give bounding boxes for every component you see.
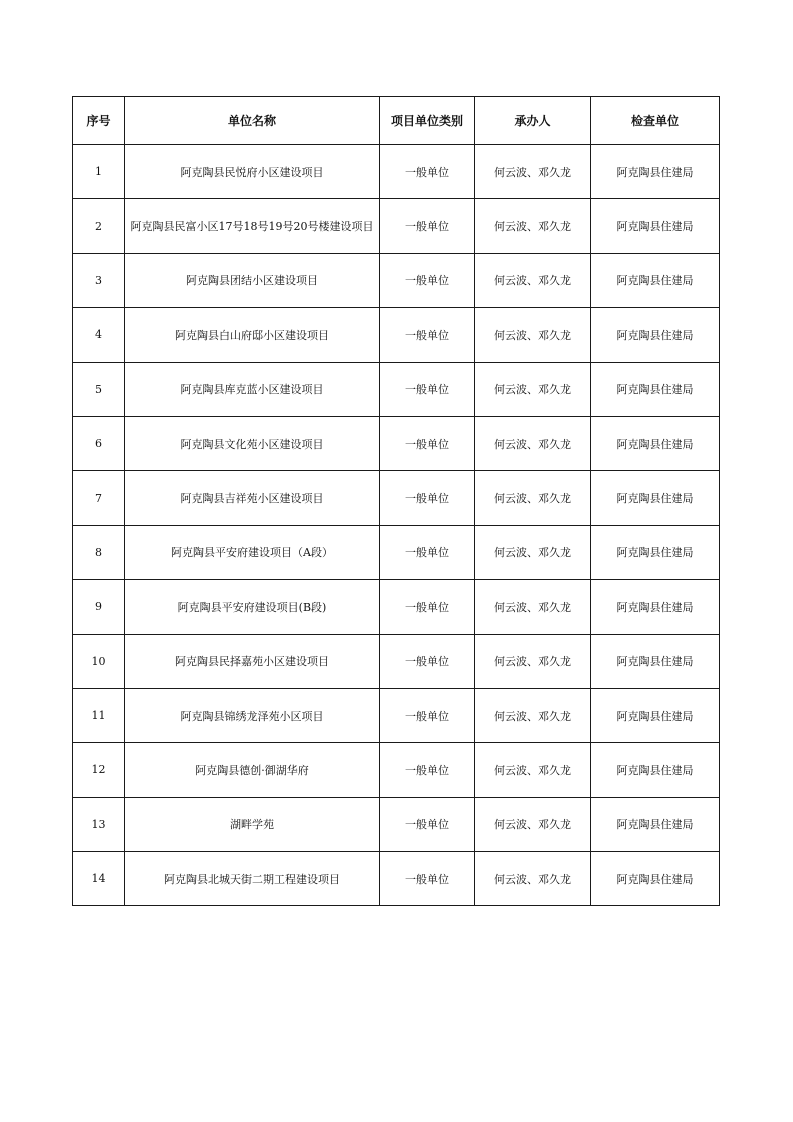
cell-handler: 何云波、邓久龙 [475,253,591,307]
inspection-table [72,96,720,906]
table-header-row [73,97,720,145]
cell-unit-type: 一般单位 [380,688,475,742]
cell-index: 3 [73,253,125,307]
cell-unit-type: 一般单位 [380,580,475,634]
cell-unit-type: 一般单位 [380,743,475,797]
table-row [73,525,720,579]
cell-inspector: 阿克陶县住建局 [591,525,720,579]
cell-index: 5 [73,362,125,416]
cell-inspector: 阿克陶县住建局 [591,362,720,416]
cell-unit-type: 一般单位 [380,471,475,525]
header-inspector: 检查单位 [591,97,720,145]
cell-inspector: 阿克陶县住建局 [591,471,720,525]
table-row [73,253,720,307]
cell-unit-name: 阿克陶县库克蓝小区建设项目 [125,362,380,416]
cell-handler: 何云波、邓久龙 [475,580,591,634]
cell-index: 6 [73,416,125,470]
cell-index: 10 [73,634,125,688]
cell-handler: 何云波、邓久龙 [475,634,591,688]
cell-index: 2 [73,199,125,253]
table-row [73,852,720,906]
cell-index: 4 [73,308,125,362]
cell-inspector: 阿克陶县住建局 [591,743,720,797]
cell-inspector: 阿克陶县住建局 [591,634,720,688]
table-row [73,362,720,416]
cell-unit-name: 阿克陶县北城天街二期工程建设项目 [125,852,380,906]
cell-handler: 何云波、邓久龙 [475,308,591,362]
cell-unit-name: 阿克陶县白山府邸小区建设项目 [125,308,380,362]
cell-unit-type: 一般单位 [380,416,475,470]
cell-inspector: 阿克陶县住建局 [591,797,720,851]
table-row [73,471,720,525]
table-row [73,797,720,851]
cell-index: 8 [73,525,125,579]
cell-handler: 何云波、邓久龙 [475,362,591,416]
cell-unit-name: 湖畔学苑 [125,797,380,851]
cell-inspector: 阿克陶县住建局 [591,199,720,253]
cell-unit-name: 阿克陶县民富小区17号18号19号20号楼建设项目 [125,199,380,253]
cell-unit-type: 一般单位 [380,362,475,416]
cell-handler: 何云波、邓久龙 [475,743,591,797]
table-row [73,145,720,199]
cell-unit-type: 一般单位 [380,525,475,579]
cell-unit-type: 一般单位 [380,199,475,253]
table-row [73,416,720,470]
cell-handler: 何云波、邓久龙 [475,416,591,470]
header-index: 序号 [73,97,125,145]
header-handler: 承办人 [475,97,591,145]
cell-unit-name: 阿克陶县民择嘉苑小区建设项目 [125,634,380,688]
cell-unit-name: 阿克陶县吉祥苑小区建设项目 [125,471,380,525]
cell-handler: 何云波、邓久龙 [475,797,591,851]
cell-unit-type: 一般单位 [380,797,475,851]
cell-inspector: 阿克陶县住建局 [591,145,720,199]
cell-inspector: 阿克陶县住建局 [591,253,720,307]
cell-inspector: 阿克陶县住建局 [591,580,720,634]
cell-index: 11 [73,688,125,742]
cell-index: 7 [73,471,125,525]
cell-index: 12 [73,743,125,797]
cell-handler: 何云波、邓久龙 [475,852,591,906]
cell-unit-type: 一般单位 [380,852,475,906]
cell-unit-name: 阿克陶县德创·御湖华府 [125,743,380,797]
cell-handler: 何云波、邓久龙 [475,199,591,253]
table-row [73,580,720,634]
cell-inspector: 阿克陶县住建局 [591,852,720,906]
cell-unit-type: 一般单位 [380,145,475,199]
table-body [73,145,720,906]
cell-inspector: 阿克陶县住建局 [591,416,720,470]
cell-inspector: 阿克陶县住建局 [591,688,720,742]
cell-unit-name: 阿克陶县平安府建设项目（A段） [125,525,380,579]
table-row [73,308,720,362]
cell-index: 13 [73,797,125,851]
cell-handler: 何云波、邓久龙 [475,525,591,579]
cell-unit-name: 阿克陶县锦绣龙泽苑小区项目 [125,688,380,742]
table-row [73,634,720,688]
cell-inspector: 阿克陶县住建局 [591,308,720,362]
cell-unit-type: 一般单位 [380,253,475,307]
cell-unit-type: 一般单位 [380,634,475,688]
header-unit-type: 项目单位类别 [380,97,475,145]
cell-unit-type: 一般单位 [380,308,475,362]
cell-unit-name: 阿克陶县平安府建设项目(B段) [125,580,380,634]
table-row [73,199,720,253]
cell-index: 14 [73,852,125,906]
table-row [73,688,720,742]
table-row [73,743,720,797]
cell-handler: 何云波、邓久龙 [475,688,591,742]
cell-unit-name: 阿克陶县文化苑小区建设项目 [125,416,380,470]
cell-handler: 何云波、邓久龙 [475,145,591,199]
cell-handler: 何云波、邓久龙 [475,471,591,525]
header-unit-name: 单位名称 [125,97,380,145]
cell-unit-name: 阿克陶县民悦府小区建设项目 [125,145,380,199]
cell-unit-name: 阿克陶县团结小区建设项目 [125,253,380,307]
cell-index: 9 [73,580,125,634]
cell-index: 1 [73,145,125,199]
